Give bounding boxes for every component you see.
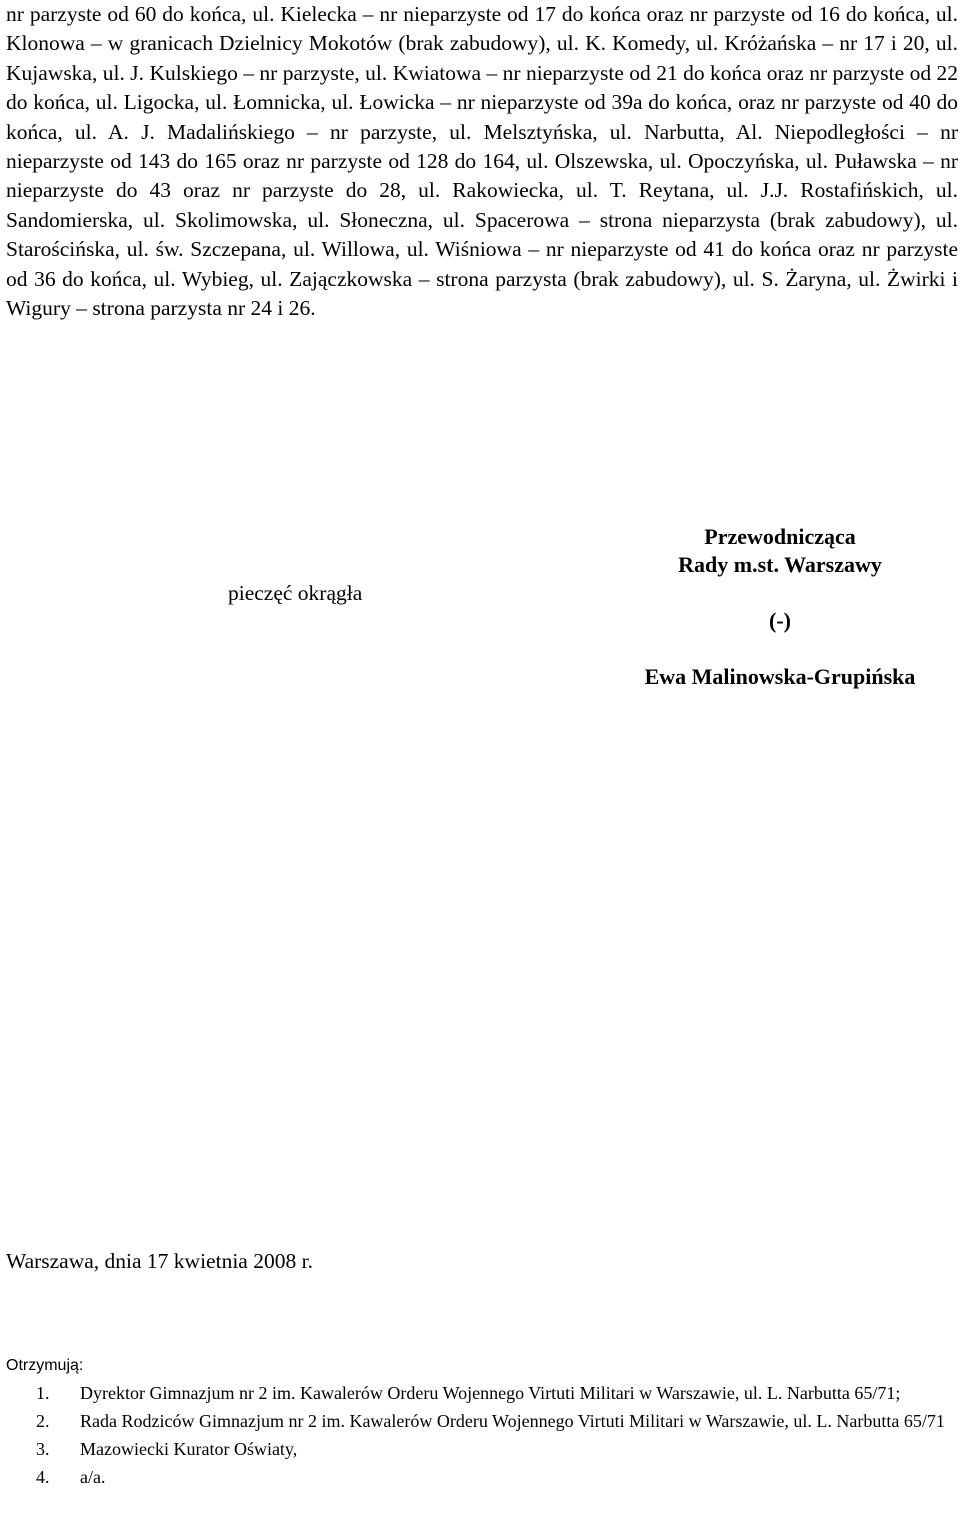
recipient-text: Dyrektor Gimnazjum nr 2 im. Kawalerów Orderu Wojennego Virtuti Militari w Warszawie, ul. L. Narbutta 65/71; [80, 1383, 901, 1403]
recipient-text: Mazowiecki Kurator Oświaty, [80, 1439, 298, 1459]
recipients-heading: Otrzymują: [6, 1357, 84, 1374]
signature-spacer [600, 579, 960, 607]
recipient-text: Rada Rodziców Gimnazjum nr 2 im. Kawalerów Orderu Wojennego Virtuti Militari w Warszawie, ul. L. Narbutta 65/71 [80, 1411, 945, 1431]
recipient-item [6, 1438, 958, 1460]
recipient-item [6, 1410, 958, 1432]
recipients-list [6, 1382, 958, 1488]
seal-placeholder-note: pieczęć okrągła [228, 581, 363, 605]
signatory-name: Ewa Malinowska-Grupińska [644, 664, 916, 689]
date-line: Warszawa, dnia 17 kwietnia 2008 r. [6, 1249, 313, 1273]
signed-mark: (-) [769, 608, 791, 633]
signature-block [600, 523, 960, 691]
recipient-text: a/a. [80, 1467, 106, 1487]
recipient-number: 2. [36, 1411, 50, 1431]
recipients-section [6, 1354, 958, 1494]
recipient-number: 1. [36, 1383, 50, 1403]
signature-spacer [600, 635, 960, 663]
street-list-paragraph: nr parzyste od 60 do końca, ul. Kielecka – nr nieparzyste od 17 do końca oraz nr parzyste od 16 do końca, ul. Klonowa – w granicach Dzielnicy Mokotów (brak zabudowy), ul. K. Komedy, ul. Króżańska – nr 17 i 20, ul. Kujawska, ul. J. Kulskiego – nr parzyste, ul. Kwiatowa – nr nieparzyste od 21 do końca oraz nr parzyste od 22 do końca, ul. Ligocka, ul. Łomnicka, ul. Łowicka – nr nieparzyste od 39a do końca, oraz nr parzyste od 40 do końca, ul. A. J. Madalińskiego – nr parzyste, ul. Melsztyńska, ul. Narbutta, Al. Niepodległości – nr nieparzyste od 143 do 165 oraz nr parzyste od 128 do 164, ul. Olszewska, ul. Opoczyńska, ul. Puławska – nr nieparzyste do 43 oraz nr parzyste do 28, ul. Rakowiecka, ul. T. Reytana, ul. J.J. Rostafińskich, ul. Sandomierska, ul. Skolimowska, ul. Słoneczna, ul. Spacerowa – strona nieparzysta (brak zabudowy), ul. Starościńska, ul. św. Szczepana, ul. Willowa, ul. Wiśniowa – nr nieparzyste od 41 do końca oraz nr parzyste od 36 do końca, ul. Wybieg, ul. Zajączkowska – strona parzysta (brak zabudowy), ul. S. Żaryna, ul. Żwirki i Wigury – strona parzysta nr 24 i 26. [6, 2, 958, 321]
recipient-item [6, 1466, 958, 1488]
signatory-title-line2: Rady m.st. Warszawy [678, 552, 882, 577]
recipient-item [6, 1382, 958, 1404]
signatory-title-line1: Przewodnicząca [704, 524, 856, 549]
recipient-number: 3. [36, 1439, 50, 1459]
recipient-number: 4. [36, 1467, 50, 1487]
